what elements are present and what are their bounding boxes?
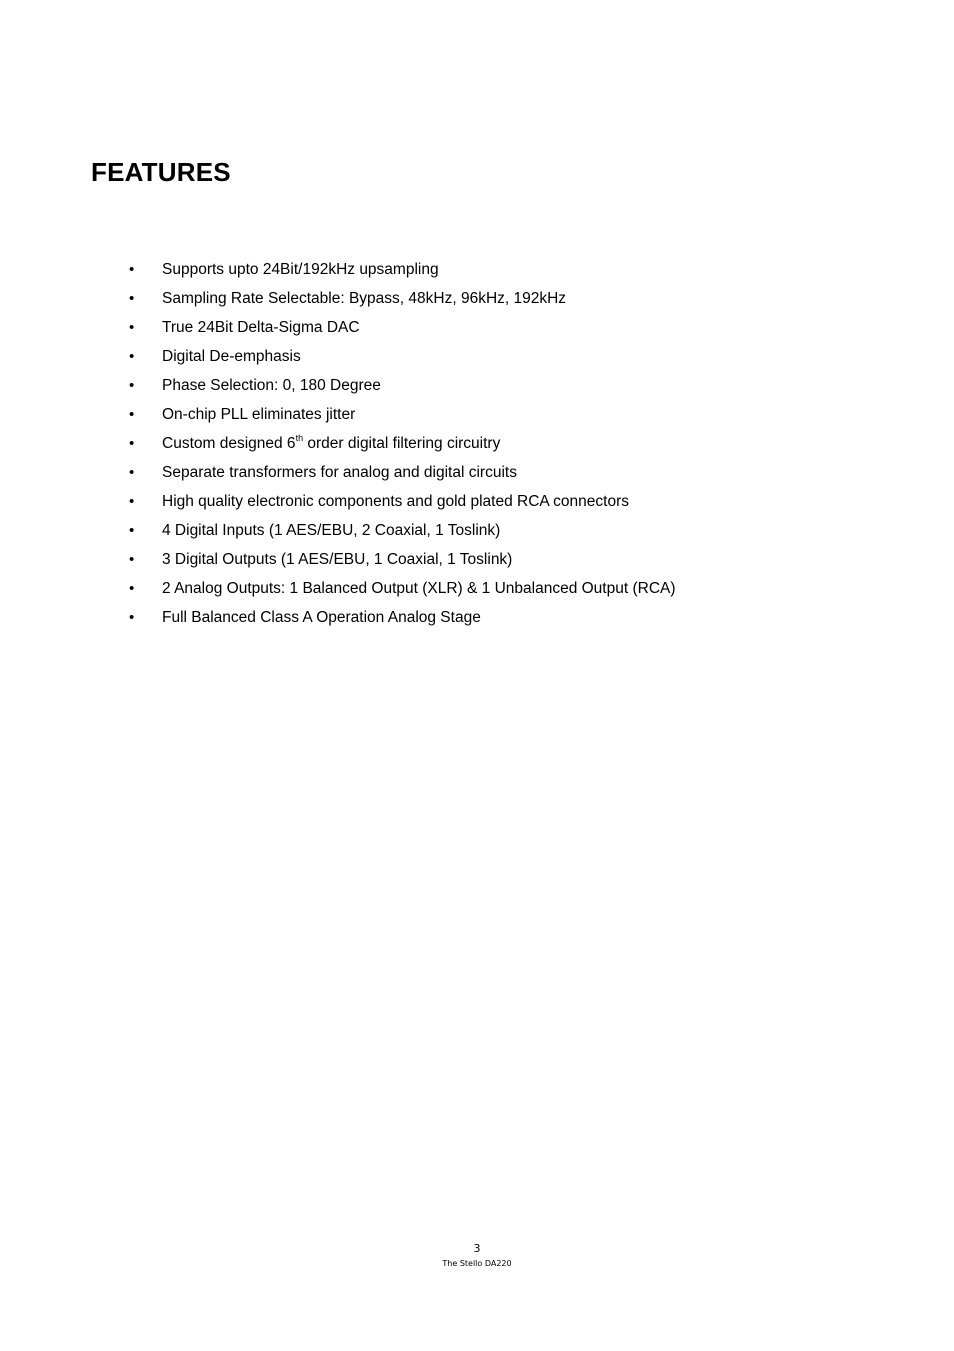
bullet-icon: • — [129, 319, 135, 336]
ordinal-superscript: th — [295, 432, 304, 443]
feature-text: 2 Analog Outputs: 1 Balanced Output (XLR) & 1 Unbalanced Output (RCA) — [162, 580, 676, 597]
bullet-icon: • — [129, 464, 135, 481]
feature-text: On-chip PLL eliminates jitter — [162, 406, 356, 423]
feature-text — [162, 433, 500, 455]
feature-text: Sampling Rate Selectable: Bypass, 48kHz, 96kHz, 192kHz — [162, 290, 567, 307]
feature-text: 3 Digital Outputs (1 AES/EBU, 1 Coaxial, 1 Toslink) — [162, 551, 513, 568]
feature-text: Separate transformers for analog and digital circuits — [162, 464, 517, 481]
feature-text: Full Balanced Class A Operation Analog Stage — [162, 609, 481, 626]
page-number: 3 — [473, 1242, 481, 1255]
feature-text-pre: Custom designed 6 — [162, 435, 296, 452]
feature-text: 4 Digital Inputs (1 AES/EBU, 2 Coaxial, 1 Toslink) — [162, 522, 501, 539]
bullet-icon: • — [129, 261, 135, 278]
feature-text: High quality electronic components and gold plated RCA connectors — [162, 493, 629, 510]
footer-document-name: The Stello DA220 — [442, 1259, 512, 1268]
feature-text: Digital De-emphasis — [162, 348, 301, 365]
bullet-icon: • — [129, 609, 135, 626]
bullet-icon: • — [129, 290, 135, 307]
feature-text: True 24Bit Delta-Sigma DAC — [162, 319, 360, 336]
bullet-icon: • — [129, 493, 135, 510]
bullet-icon: • — [129, 377, 135, 394]
bullet-icon: • — [129, 522, 135, 539]
feature-text: Phase Selection: 0, 180 Degree — [162, 377, 381, 394]
feature-text: Supports upto 24Bit/192kHz upsampling — [162, 261, 439, 278]
bullet-icon: • — [129, 406, 135, 423]
bullet-icon: • — [129, 551, 135, 568]
bullet-icon: • — [129, 348, 135, 365]
feature-text-post: order digital filtering circuitry — [303, 435, 501, 452]
bullet-icon: • — [129, 580, 135, 597]
page-title: FEATURES — [91, 157, 231, 187]
bullet-icon: • — [129, 435, 135, 452]
